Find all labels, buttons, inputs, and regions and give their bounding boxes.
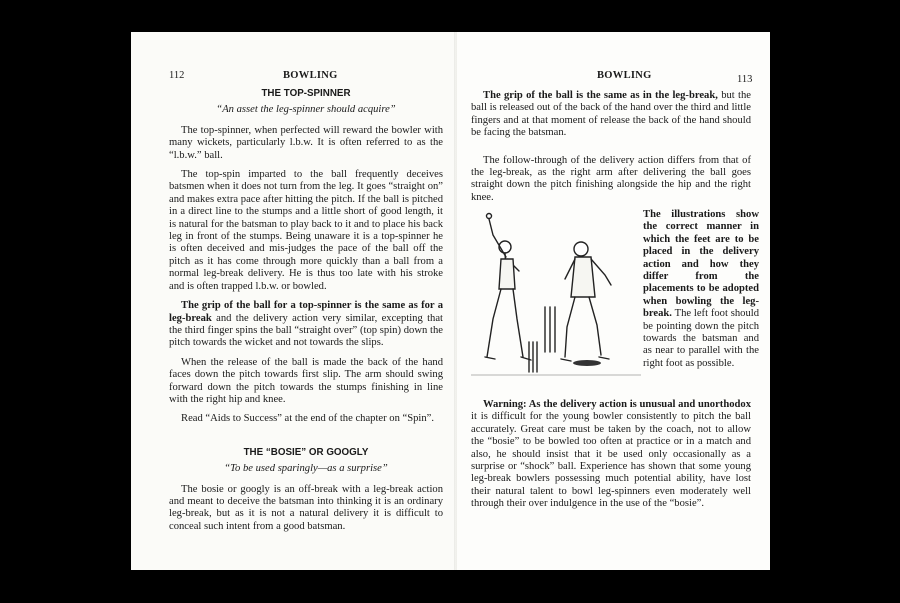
paragraph-text: and the delivery action very similar, excepting that the third finger spins the ball “straight over” (top spin) down the pitch towards the wicket and not towards the slips. xyxy=(169,312,443,349)
paragraph: When the release of the ball is made the back of the hand faces down the pitch towards first slip. The arm should swing forward down the pitch towards the stumps finishing in line with the right hip and knee. xyxy=(169,356,443,405)
illustration-caption xyxy=(643,209,759,370)
bowler-illustration xyxy=(471,207,641,377)
paragraph xyxy=(471,90,751,140)
caption-text: The left foot should be pointing down the pitch towards the batsman and as near to parallel with the right foot as possible. xyxy=(643,308,759,369)
right-page-body-top xyxy=(471,90,751,211)
bold-text: The grip of the ball is the same as in the leg-break, xyxy=(483,90,718,101)
section-subtitle-bosie: “To be used sparingly—as a surprise” xyxy=(224,463,388,475)
paragraph: The top-spinner, when perfected will reward the bowler with many wickets, particularly l.b.w. It is often referred to as the “l.b.w.” ball. xyxy=(169,124,443,161)
page-number-left: 112 xyxy=(169,70,185,81)
section-title-bosie: THE “BOSIE” OR GOOGLY xyxy=(243,446,369,458)
paragraph: The follow-through of the delivery action differs from that of the leg-break, as the right arm after delivering the ball goes straight down the pitch finishing alongside the hip and the right knee. xyxy=(471,154,751,203)
paragraph xyxy=(471,399,751,511)
caption-bold-text: The illustrations show the correct manner in which the feet are to be placed in the delivery action and how they differ from the placements to be adopted when bowling the leg-break. xyxy=(643,209,759,320)
paragraph-text: it is difficult for the young bowler consistently to pitch the ball accurately. Great care must be taken by the coach, not to allow the “bosie” to be bowled too often at practice or in a match and also, he should insist that it be used only occasionally as a surprise or “shock” ball. Experience has shown that some young leg-break bowlers possessing much potential ability, have lost their natural talent to bowl leg-spinners even moderately well through their over indulgence in the use of the “bosie”. xyxy=(471,411,751,510)
paragraph: The top-spin imparted to the ball frequently deceives batsmen when it does not turn from the leg. It goes “straight on” and makes extra pace after hitting the pitch. If the ball is pitched in a direct line to the stumps and a little short of good length, it is natural for the batsman to play back to it and to place his back leg in front of the stumps. Being unaware it is a top-spinner he is often deceived and mis-judges the pace of the ball off the pitch as it has come through more quickly than a ball from a normal leg-break delivery. He is thus too late with his stroke and is often trapped l.b.w. or bowled. xyxy=(169,169,443,292)
section-subtitle-top-spinner: “An asset the leg-spinner should acquire” xyxy=(216,104,396,116)
paragraph: Read “Aids to Success” at the end of the chapter on “Spin”. xyxy=(181,413,434,425)
section-title-top-spinner: THE TOP-SPINNER xyxy=(261,88,351,99)
page-number-right: 113 xyxy=(737,74,753,85)
paragraph: The bosie or googly is an off-break with a leg-break action and meant to deceive the batsman into thinking it is an ordinary leg-break, but as it is not a natural delivery it is difficult to conceal such intent from a good batsman. xyxy=(169,483,443,532)
running-head-left: BOWLING xyxy=(283,70,338,81)
left-page-body xyxy=(169,88,443,540)
bold-text: The grip of the ball for a top-spinner is the same as for a leg-break xyxy=(169,300,443,324)
bold-text: Warning: As the delivery action is unusual and unorthodox xyxy=(483,399,751,410)
left-page xyxy=(131,32,454,570)
running-head-right: BOWLING xyxy=(597,70,652,81)
paragraph xyxy=(169,300,443,350)
paragraph-text: but the ball is released out of the back of the hand over the third and little fingers and at that moment of release the back of the hand should be facing the batsman. xyxy=(471,90,751,139)
right-page xyxy=(457,32,770,570)
right-page-body-bottom xyxy=(471,399,751,518)
